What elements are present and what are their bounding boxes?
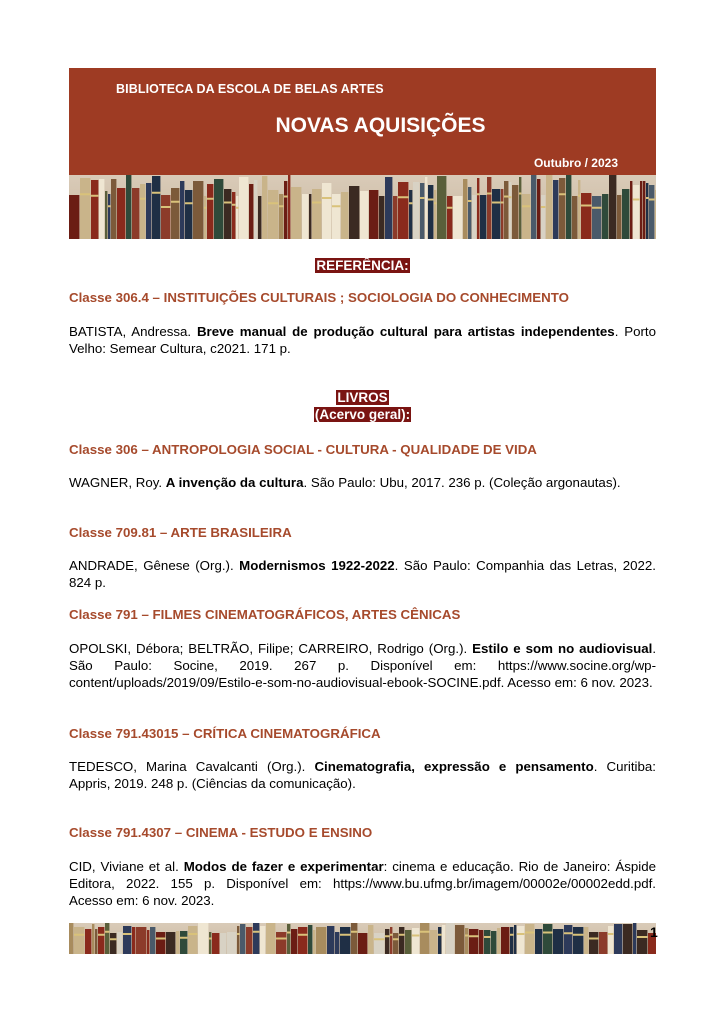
book-spine [393, 196, 397, 239]
book-spine [340, 927, 350, 954]
book-spine [287, 924, 290, 954]
book-entry [69, 858, 656, 909]
book-spine [80, 178, 90, 239]
book-spine [501, 927, 509, 954]
library-name: BIBLIOTECA DA ESCOLA DE BELAS ARTES [116, 82, 384, 96]
book-spine [176, 931, 179, 954]
book-spine [517, 926, 524, 954]
book-spine [298, 927, 307, 954]
class-heading: Classe 306 – ANTROPOLOGIA SOCIAL - CULTURA - QUALIDADE DE VIDA [69, 442, 537, 457]
book-spine-band [232, 204, 235, 206]
book-spine-band [434, 202, 436, 204]
book-spine [525, 924, 534, 954]
book-spine [468, 187, 471, 239]
book-spine-band [340, 934, 350, 936]
book-spine-band [98, 934, 104, 936]
book-spine [98, 927, 104, 954]
book-spine [646, 183, 648, 239]
book-spine [584, 927, 588, 954]
bookshelf-image-bottom [69, 923, 656, 954]
book-spine [240, 924, 245, 954]
book-spine [313, 930, 315, 954]
book-spine [161, 195, 170, 239]
book-spine [622, 189, 629, 239]
book-spine-band [298, 934, 307, 936]
book-spine [509, 182, 511, 239]
book-spine-band [91, 195, 98, 197]
bookshelf-image-top [69, 175, 656, 239]
book-spine-band [484, 936, 490, 938]
book-spine [110, 933, 116, 954]
book-spine [171, 188, 179, 239]
book-spine-band [253, 931, 259, 933]
book-spine [214, 179, 223, 239]
book-spine [477, 178, 479, 239]
book-spine [224, 189, 231, 239]
book-spine-band [420, 931, 429, 933]
entry-title: Modos de fazer e experimentar [183, 859, 384, 874]
book-spine [279, 194, 283, 239]
book-spine-band [185, 202, 192, 204]
entry-details: . São Paulo: Companhia das Letras, 2022. 824 p. [69, 558, 656, 590]
book-spine [132, 188, 139, 239]
book-spine-band [284, 196, 287, 198]
book-spine [266, 923, 275, 954]
book-spine [236, 196, 238, 239]
class-heading: Classe 709.81 – ARTE BRASILEIRA [69, 525, 292, 540]
book-spine [491, 931, 496, 954]
book-spine-band [123, 933, 131, 935]
book-spine [633, 185, 639, 239]
book-entry [69, 640, 656, 691]
book-spine-band [428, 199, 433, 201]
book-spine [442, 925, 445, 954]
book-spine-band [209, 938, 211, 940]
book-spine-band [204, 207, 206, 209]
book-spine [360, 191, 368, 239]
book-spine [566, 175, 571, 239]
book-spine [446, 923, 454, 954]
book-spine-band [564, 932, 572, 934]
book-spine [180, 181, 184, 239]
entry-title: A invenção da cultura [165, 475, 304, 490]
entry-author: WAGNER, Roy. [69, 475, 166, 490]
book-spine [312, 189, 321, 239]
book-spine [204, 196, 206, 239]
book-spine [258, 196, 261, 239]
book-spine-band [420, 197, 424, 199]
book-spine [220, 933, 226, 954]
book-spine-band [110, 938, 116, 940]
book-spine [412, 928, 419, 954]
book-entry [69, 557, 656, 591]
book-spine [573, 927, 583, 954]
book-spine [487, 177, 491, 239]
book-spine-band [646, 197, 648, 199]
book-spine [276, 932, 286, 954]
book-spine-band [447, 207, 452, 209]
book-spine-band [268, 202, 278, 204]
book-spine [385, 177, 392, 239]
book-spine [581, 193, 591, 239]
book-spine-band [525, 932, 534, 934]
book-spine-band [608, 933, 613, 935]
book-spine [69, 195, 79, 239]
book-spine-band [412, 935, 419, 937]
book-spine [455, 925, 464, 954]
book-spine [572, 196, 577, 239]
book-spine [390, 927, 392, 954]
book-spine [472, 195, 476, 239]
book-spine [438, 927, 441, 954]
book-spine [559, 178, 565, 239]
book-spine [501, 189, 503, 239]
entry-author: BATISTA, Andressa. [69, 324, 197, 339]
acervo-label [0, 406, 725, 423]
book-spine-band [581, 205, 591, 207]
book-spine-band [633, 199, 639, 201]
book-spine-band [188, 933, 197, 935]
book-spine [602, 194, 608, 239]
book-spine [291, 187, 301, 239]
book-spine [543, 924, 552, 954]
book-spine [510, 927, 513, 954]
book-spine-band [504, 196, 508, 198]
book-spine-band [385, 935, 389, 937]
book-spine [105, 923, 109, 954]
book-spine-band [649, 199, 654, 201]
book-spine-band [236, 207, 238, 209]
book-spine [630, 181, 632, 239]
book-spine-band [522, 205, 530, 207]
book-spine [617, 195, 621, 239]
book-spine-band [351, 931, 357, 933]
book-spine-band [519, 193, 521, 195]
book-spine [420, 923, 429, 954]
book-spine-band [393, 938, 398, 940]
entry-author: CID, Viviane et al. [69, 859, 184, 874]
book-spine [420, 183, 424, 239]
book-spine [479, 930, 483, 954]
book-spine [253, 923, 259, 954]
book-spine [268, 190, 278, 239]
book-spine [633, 923, 636, 954]
book-spine [369, 190, 378, 239]
book-spine [227, 932, 236, 954]
book-spine-band [108, 205, 110, 207]
book-spine-band [409, 202, 412, 204]
book-spine [69, 923, 73, 954]
book-spine [111, 179, 116, 239]
book-spine-band [332, 205, 340, 207]
class-heading: Classe 306.4 – INSTITUIÇÕES CULTURAIS ; SOCIOLOGIA DO CONHECIMENTO [69, 290, 569, 305]
book-spine-band [207, 198, 213, 200]
book-spine [262, 176, 267, 239]
book-spine [188, 926, 197, 954]
entry-author: OPOLSKI, Débora; BELTRÃO, Filipe; CARREIRO, Rodrigo (Org.). [69, 641, 473, 656]
book-spine [649, 185, 654, 239]
book-spine [147, 930, 149, 954]
book-spine [156, 932, 165, 954]
book-spine [592, 196, 601, 239]
book-spine [608, 926, 613, 954]
book-spine [123, 926, 131, 954]
book-spine-band [573, 934, 583, 936]
book-spine [640, 181, 642, 239]
book-spine [117, 188, 125, 239]
book-spine [564, 925, 572, 954]
book-spine [180, 931, 187, 954]
book-spine-band [543, 932, 552, 934]
book-spine [291, 929, 297, 954]
book-spine [599, 932, 607, 954]
book-spine [578, 180, 580, 239]
book-spine [425, 177, 427, 239]
book-spine [212, 933, 219, 954]
book-spine [535, 929, 542, 954]
book-spine-band [374, 938, 384, 940]
book-spine [152, 176, 160, 239]
entry-details: . Curitiba: Appris, 2019. 248 p. (Ciências da comunicação). [69, 759, 656, 791]
referencia-label [0, 257, 725, 274]
book-spine [484, 930, 490, 954]
book-spine [437, 176, 446, 239]
book-spine [260, 926, 265, 954]
entry-details: . Porto Velho: Semear Cultura, c2021. 171 p. [69, 324, 657, 356]
entry-title: Modernismos 1922-2022 [239, 558, 395, 573]
book-spine [74, 927, 84, 954]
book-spine [327, 926, 334, 954]
referencia-label-text: REFERÊNCIA: [316, 258, 409, 273]
book-spine [465, 928, 468, 954]
book-spine [136, 927, 146, 954]
book-spine [409, 190, 412, 239]
book-spine [99, 179, 104, 239]
class-heading: Classe 791 – FILMES CINEMATOGRÁFICOS, ARTES CÊNICAS [69, 607, 461, 622]
book-spine [232, 192, 235, 239]
book-spine [453, 196, 462, 239]
book-spine [341, 192, 348, 239]
book-spine [193, 181, 203, 239]
entry-details: . São Paulo: Ubu, 2017. 236 p. (Coleção argonautas). [303, 475, 621, 490]
book-spine-band [465, 935, 468, 937]
book-spine-band [468, 200, 471, 202]
book-spine [428, 185, 433, 239]
book-spine [288, 175, 290, 239]
book-spine [512, 185, 518, 239]
book-spine [385, 929, 389, 954]
book-spine-band [399, 934, 404, 936]
book-spine [643, 181, 645, 239]
book-spine-band [477, 193, 479, 195]
book-spine [398, 182, 408, 239]
book-spine [309, 194, 311, 239]
book-spine [254, 180, 257, 239]
book-spine [207, 184, 213, 239]
book-spine [166, 932, 175, 954]
book-spine [379, 196, 384, 239]
book-spine [434, 190, 436, 239]
book-spine [537, 179, 540, 239]
book-spine-band [105, 931, 109, 933]
book-spine [322, 183, 331, 239]
book-spine-band [224, 202, 231, 204]
header-banner [69, 68, 656, 175]
book-spine [522, 194, 530, 239]
book-spine [413, 182, 419, 239]
book-spine [150, 927, 155, 954]
entry-details: . São Paulo: Socine, 2019. 267 p. Disponível em: https://www.socine.org/wp-content/uploads/2019/09/Estilo-e-som-no-audiovisual-ebook-SOCINE.pdf. Acesso em: 6 nov. 2023. [69, 641, 657, 690]
class-heading: Classe 791.4307 – CINEMA - ESTUDO E ENSINO [69, 825, 373, 840]
book-spine [132, 927, 135, 954]
book-spine-band [140, 198, 145, 200]
book-spine [541, 195, 545, 239]
book-spine-band [578, 195, 580, 197]
book-spine [546, 175, 552, 239]
book-spine [349, 186, 359, 239]
book-spine [497, 928, 500, 954]
book-spine [469, 929, 478, 954]
book-spine [302, 194, 308, 239]
acervo-label-text: (Acervo geral): [314, 407, 411, 422]
book-spine-band [637, 936, 647, 938]
book-spine [358, 933, 367, 954]
book-spine [95, 929, 97, 954]
book-spine-band [180, 937, 187, 939]
book-spine [126, 175, 131, 239]
book-spine [91, 180, 98, 239]
book-spine-band [156, 938, 165, 940]
book-spine-band [509, 196, 511, 198]
book-spine [117, 932, 122, 954]
book-spine-band [592, 207, 601, 209]
book-spine [185, 190, 192, 239]
book-spine [553, 929, 563, 954]
book-spine [108, 194, 110, 239]
book-spine [553, 180, 558, 239]
book-spine [85, 929, 91, 954]
book-spine-band [510, 934, 513, 936]
livros-label [0, 389, 725, 406]
book-spine [140, 184, 145, 239]
book-spine [284, 181, 287, 239]
book-spine-band [517, 933, 524, 935]
entry-title: Estilo e som no audiovisual [472, 641, 653, 656]
book-spine [405, 930, 411, 954]
book-spine [105, 191, 107, 239]
entry-details: : cinema e educação. Rio de Janeiro: Áspide Editora, 2022. 155 p. Disponível em: https://www.bu.ufmg.br/imagem/00002e/00002edd.pdf. Acesso em: 6 nov. 2023. [69, 859, 656, 908]
book-spine [589, 932, 598, 954]
page-title: NOVAS AQUISIÇÕES [275, 114, 486, 137]
book-spine-band [237, 933, 239, 935]
book-spine [246, 927, 252, 954]
book-spine [332, 194, 340, 239]
book-spine [209, 932, 211, 954]
book-spine-band [322, 197, 331, 199]
book-spine-band [438, 934, 441, 936]
book-spine [368, 925, 373, 954]
book-spine [374, 933, 384, 954]
book-spine [492, 189, 500, 239]
book-spine [198, 923, 208, 954]
book-spine-band [589, 938, 598, 940]
book-spine [146, 183, 151, 239]
book-spine-band [276, 938, 286, 940]
book-spine [480, 195, 486, 239]
book-spine-band [152, 192, 160, 194]
book-spine-band [287, 932, 290, 934]
book-spine [614, 924, 622, 954]
book-spine-band [492, 202, 500, 204]
book-spine [237, 926, 239, 954]
book-spine-band [501, 202, 503, 204]
book-spine [399, 927, 404, 954]
book-spine-band [279, 205, 283, 207]
book-spine [623, 924, 632, 954]
book-spine-band [398, 196, 408, 198]
book-spine [249, 184, 253, 239]
book-spine [430, 930, 437, 954]
book-spine [239, 177, 248, 239]
entry-title: Breve manual de produção cultural para artistas independentes [196, 324, 615, 339]
page-number: 1 [650, 924, 658, 940]
book-spine [335, 932, 339, 954]
book-spine [655, 190, 656, 239]
book-spine [609, 175, 616, 239]
book-spine-band [541, 206, 545, 208]
book-spine [463, 179, 467, 239]
book-entry [69, 758, 656, 792]
book-entry [69, 323, 656, 357]
book-spine-band [559, 193, 565, 195]
book-spine [531, 175, 536, 239]
book-spine [316, 927, 326, 954]
book-spine-band [469, 935, 478, 937]
livros-label-text: LIVROS [337, 390, 388, 405]
book-spine [447, 196, 452, 239]
entry-author: ANDRADE, Gênese (Org.). [69, 558, 240, 573]
class-heading: Classe 791.43015 – CRÍTICA CINEMATOGRÁFICA [69, 726, 381, 741]
book-spine [351, 923, 357, 954]
book-entry [69, 474, 656, 491]
book-spine-band [312, 202, 321, 204]
book-spine [637, 930, 647, 954]
book-spine-band [390, 934, 392, 936]
book-spine-band [487, 193, 491, 195]
book-spine [308, 925, 312, 954]
book-spine [92, 924, 94, 954]
book-spine [519, 177, 521, 239]
book-spine-band [80, 193, 90, 195]
entry-author: TEDESCO, Marina Cavalcanti (Org.). [69, 759, 315, 774]
book-spine [393, 933, 398, 954]
book-spine [504, 181, 508, 239]
book-spine [514, 925, 516, 954]
book-spine-band [74, 934, 84, 936]
book-spine-band [161, 206, 170, 208]
entry-title: Cinematografia, expressão e pensamento [314, 759, 594, 774]
book-spine-band [171, 201, 179, 203]
issue-date: Outubro / 2023 [533, 156, 618, 170]
